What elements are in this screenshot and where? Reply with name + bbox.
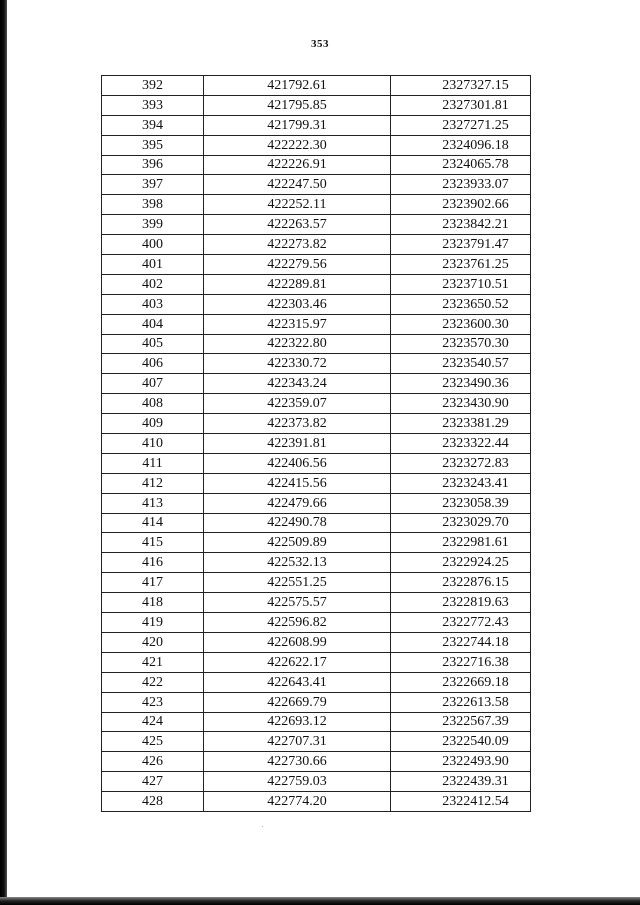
point-number-cell: 412 bbox=[102, 473, 204, 493]
y-coordinate-cell: 2323842.21 bbox=[391, 215, 531, 235]
table-row bbox=[102, 76, 531, 96]
table-row bbox=[102, 294, 531, 314]
point-number-cell: 410 bbox=[102, 434, 204, 454]
point-number-cell: 419 bbox=[102, 613, 204, 633]
table-row bbox=[102, 175, 531, 195]
page-number: 353 bbox=[311, 38, 329, 50]
y-coordinate-cell: 2323058.39 bbox=[391, 493, 531, 513]
point-number-cell: 403 bbox=[102, 294, 204, 314]
y-coordinate-cell: 2323490.36 bbox=[391, 374, 531, 394]
x-coordinate-cell: 422608.99 bbox=[204, 632, 391, 652]
y-coordinate-cell: 2323272.83 bbox=[391, 453, 531, 473]
x-coordinate-cell: 422289.81 bbox=[204, 274, 391, 294]
y-coordinate-cell: 2322744.18 bbox=[391, 632, 531, 652]
table-row bbox=[102, 513, 531, 533]
table-row bbox=[102, 632, 531, 652]
y-coordinate-cell: 2322567.39 bbox=[391, 712, 531, 732]
table-row bbox=[102, 792, 531, 812]
x-coordinate-cell: 422406.56 bbox=[204, 453, 391, 473]
table-row bbox=[102, 394, 531, 414]
table-row bbox=[102, 135, 531, 155]
table-row bbox=[102, 593, 531, 613]
y-coordinate-cell: 2323710.51 bbox=[391, 274, 531, 294]
y-coordinate-cell: 2322772.43 bbox=[391, 613, 531, 633]
y-coordinate-cell: 2322716.38 bbox=[391, 652, 531, 672]
x-coordinate-cell: 422479.66 bbox=[204, 493, 391, 513]
point-number-cell: 427 bbox=[102, 772, 204, 792]
table-row bbox=[102, 553, 531, 573]
y-coordinate-cell: 2322439.31 bbox=[391, 772, 531, 792]
y-coordinate-cell: 2322412.54 bbox=[391, 792, 531, 812]
x-coordinate-cell: 422322.80 bbox=[204, 334, 391, 354]
y-coordinate-cell: 2323570.30 bbox=[391, 334, 531, 354]
x-coordinate-cell: 422532.13 bbox=[204, 553, 391, 573]
y-coordinate-cell: 2324096.18 bbox=[391, 135, 531, 155]
y-coordinate-cell: 2323791.47 bbox=[391, 235, 531, 255]
y-coordinate-cell: 2322540.09 bbox=[391, 732, 531, 752]
y-coordinate-cell: 2323322.44 bbox=[391, 434, 531, 454]
y-coordinate-cell: 2323029.70 bbox=[391, 513, 531, 533]
y-coordinate-cell: 2323430.90 bbox=[391, 394, 531, 414]
table-row bbox=[102, 712, 531, 732]
point-number-cell: 397 bbox=[102, 175, 204, 195]
point-number-cell: 425 bbox=[102, 732, 204, 752]
table-row bbox=[102, 155, 531, 175]
y-coordinate-cell: 2322493.90 bbox=[391, 752, 531, 772]
x-coordinate-cell: 422759.03 bbox=[204, 772, 391, 792]
point-number-cell: 423 bbox=[102, 692, 204, 712]
x-coordinate-cell: 421795.85 bbox=[204, 95, 391, 115]
y-coordinate-cell: 2322924.25 bbox=[391, 553, 531, 573]
x-coordinate-cell: 422575.57 bbox=[204, 593, 391, 613]
y-coordinate-cell: 2322876.15 bbox=[391, 573, 531, 593]
point-number-cell: 421 bbox=[102, 652, 204, 672]
y-coordinate-cell: 2323902.66 bbox=[391, 195, 531, 215]
x-coordinate-cell: 422279.56 bbox=[204, 255, 391, 275]
x-coordinate-cell: 422247.50 bbox=[204, 175, 391, 195]
x-coordinate-cell: 422222.30 bbox=[204, 135, 391, 155]
point-number-cell: 404 bbox=[102, 314, 204, 334]
y-coordinate-cell: 2323243.41 bbox=[391, 473, 531, 493]
y-coordinate-cell: 2327271.25 bbox=[391, 115, 531, 135]
table-row bbox=[102, 115, 531, 135]
table-row bbox=[102, 215, 531, 235]
x-coordinate-cell: 422415.56 bbox=[204, 473, 391, 493]
y-coordinate-cell: 2323933.07 bbox=[391, 175, 531, 195]
x-coordinate-cell: 422315.97 bbox=[204, 314, 391, 334]
point-number-cell: 406 bbox=[102, 354, 204, 374]
point-number-cell: 399 bbox=[102, 215, 204, 235]
x-coordinate-cell: 422226.91 bbox=[204, 155, 391, 175]
x-coordinate-cell: 422730.66 bbox=[204, 752, 391, 772]
table-row bbox=[102, 195, 531, 215]
x-coordinate-cell: 422273.82 bbox=[204, 235, 391, 255]
table-row bbox=[102, 434, 531, 454]
y-coordinate-cell: 2323600.30 bbox=[391, 314, 531, 334]
y-coordinate-cell: 2327301.81 bbox=[391, 95, 531, 115]
point-number-cell: 398 bbox=[102, 195, 204, 215]
point-number-cell: 402 bbox=[102, 274, 204, 294]
table-row bbox=[102, 414, 531, 434]
coordinate-table-body bbox=[102, 76, 531, 812]
point-number-cell: 393 bbox=[102, 95, 204, 115]
x-coordinate-cell: 422509.89 bbox=[204, 533, 391, 553]
point-number-cell: 424 bbox=[102, 712, 204, 732]
table-row bbox=[102, 772, 531, 792]
point-number-cell: 414 bbox=[102, 513, 204, 533]
table-row bbox=[102, 732, 531, 752]
y-coordinate-cell: 2323650.52 bbox=[391, 294, 531, 314]
y-coordinate-cell: 2323761.25 bbox=[391, 255, 531, 275]
table-row bbox=[102, 473, 531, 493]
point-number-cell: 409 bbox=[102, 414, 204, 434]
y-coordinate-cell: 2322669.18 bbox=[391, 672, 531, 692]
x-coordinate-cell: 422359.07 bbox=[204, 394, 391, 414]
point-number-cell: 407 bbox=[102, 374, 204, 394]
y-coordinate-cell: 2322613.58 bbox=[391, 692, 531, 712]
x-coordinate-cell: 422774.20 bbox=[204, 792, 391, 812]
table-row bbox=[102, 533, 531, 553]
x-coordinate-cell: 422707.31 bbox=[204, 732, 391, 752]
point-number-cell: 422 bbox=[102, 672, 204, 692]
point-number-cell: 428 bbox=[102, 792, 204, 812]
point-number-cell: 392 bbox=[102, 76, 204, 96]
table-row bbox=[102, 95, 531, 115]
point-number-cell: 416 bbox=[102, 553, 204, 573]
point-number-cell: 395 bbox=[102, 135, 204, 155]
x-coordinate-cell: 422693.12 bbox=[204, 712, 391, 732]
scan-edge-left bbox=[0, 0, 7, 905]
table-row bbox=[102, 453, 531, 473]
table-row bbox=[102, 334, 531, 354]
point-number-cell: 400 bbox=[102, 235, 204, 255]
x-coordinate-cell: 422252.11 bbox=[204, 195, 391, 215]
x-coordinate-cell: 422263.57 bbox=[204, 215, 391, 235]
table-row bbox=[102, 374, 531, 394]
scan-edge-bottom bbox=[0, 897, 640, 905]
table-row bbox=[102, 672, 531, 692]
x-coordinate-cell: 421792.61 bbox=[204, 76, 391, 96]
point-number-cell: 401 bbox=[102, 255, 204, 275]
y-coordinate-cell: 2324065.78 bbox=[391, 155, 531, 175]
coordinate-table bbox=[101, 75, 531, 812]
x-coordinate-cell: 422643.41 bbox=[204, 672, 391, 692]
point-number-cell: 426 bbox=[102, 752, 204, 772]
point-number-cell: 413 bbox=[102, 493, 204, 513]
x-coordinate-cell: 422303.46 bbox=[204, 294, 391, 314]
table-row bbox=[102, 692, 531, 712]
x-coordinate-cell: 422330.72 bbox=[204, 354, 391, 374]
table-row bbox=[102, 613, 531, 633]
table-row bbox=[102, 235, 531, 255]
x-coordinate-cell: 422373.82 bbox=[204, 414, 391, 434]
y-coordinate-cell: 2327327.15 bbox=[391, 76, 531, 96]
table-row bbox=[102, 573, 531, 593]
x-coordinate-cell: 422622.17 bbox=[204, 652, 391, 672]
x-coordinate-cell: 422669.79 bbox=[204, 692, 391, 712]
point-number-cell: 415 bbox=[102, 533, 204, 553]
table-row bbox=[102, 255, 531, 275]
x-coordinate-cell: 422551.25 bbox=[204, 573, 391, 593]
table-row bbox=[102, 652, 531, 672]
point-number-cell: 420 bbox=[102, 632, 204, 652]
y-coordinate-cell: 2323540.57 bbox=[391, 354, 531, 374]
scan-speck bbox=[262, 826, 263, 827]
point-number-cell: 417 bbox=[102, 573, 204, 593]
point-number-cell: 396 bbox=[102, 155, 204, 175]
point-number-cell: 411 bbox=[102, 453, 204, 473]
x-coordinate-cell: 422343.24 bbox=[204, 374, 391, 394]
x-coordinate-cell: 421799.31 bbox=[204, 115, 391, 135]
table-row bbox=[102, 354, 531, 374]
y-coordinate-cell: 2322819.63 bbox=[391, 593, 531, 613]
point-number-cell: 418 bbox=[102, 593, 204, 613]
x-coordinate-cell: 422596.82 bbox=[204, 613, 391, 633]
x-coordinate-cell: 422391.81 bbox=[204, 434, 391, 454]
table-row bbox=[102, 493, 531, 513]
y-coordinate-cell: 2322981.61 bbox=[391, 533, 531, 553]
point-number-cell: 408 bbox=[102, 394, 204, 414]
table-row bbox=[102, 752, 531, 772]
x-coordinate-cell: 422490.78 bbox=[204, 513, 391, 533]
point-number-cell: 394 bbox=[102, 115, 204, 135]
point-number-cell: 405 bbox=[102, 334, 204, 354]
y-coordinate-cell: 2323381.29 bbox=[391, 414, 531, 434]
table-row bbox=[102, 314, 531, 334]
table-row bbox=[102, 274, 531, 294]
